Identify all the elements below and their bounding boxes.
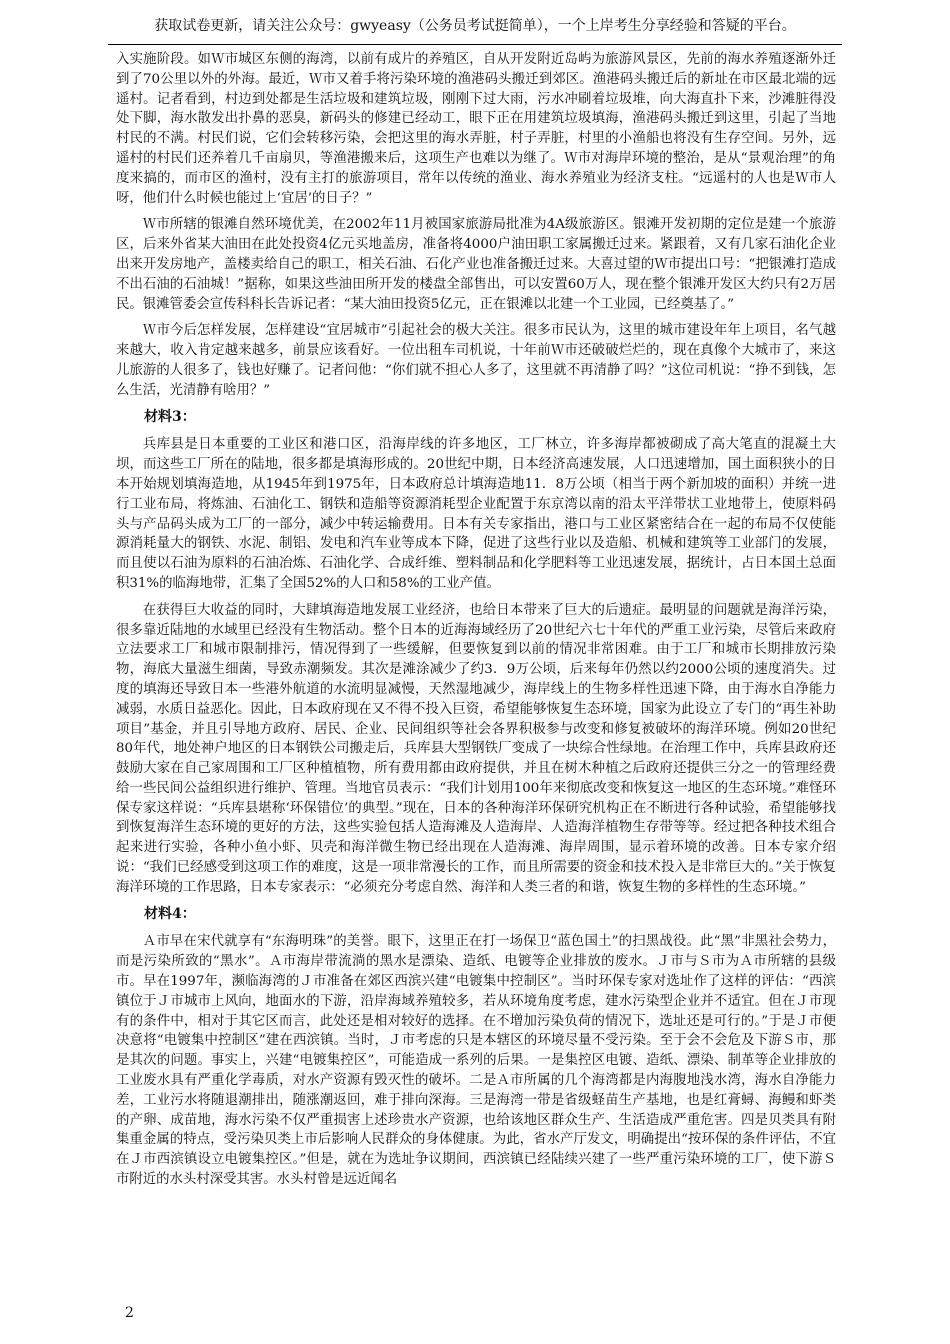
paragraph: Ｗ市所辖的银滩自然环境优美，在2002年11月被国家旅游局批准为4A级旅游区。银滩开发初期的定位是建一个旅游区，后来外省某大油田在此处投资4亿元买地盖房，准备将4000户油田职工家属搬迁过来。紧跟着，又有几家石油化企业出来开发房地产，盖楼卖给自己的职工，相关石油、石化产业也准备搬迁过来。大喜过望的Ｗ市提出口号：“把银滩打造成不出石油的石油城！”据称，如果这些油田所开发的楼盘全部售出，可以安置60万人，现在整个银滩开发区大约只有2万居民。银滩管委会宣传科科长告诉记者：“某大油田投资5亿元，正在银滩以北建一个工业园，已经奠基了。” [116, 217, 836, 312]
document-body [116, 50, 836, 1197]
page-number: 2 [125, 1305, 134, 1321]
section-heading-material-4: 材料4： [144, 905, 196, 922]
paragraph: 入实施阶段。如Ｗ市城区东侧的海湾，以前有成片的养殖区，自从开发附近岛屿为旅游风景区，先前的海水养殖逐渐外迁到了70公里以外的外海。最近，Ｗ市又着手将污染环境的渔港码头搬迁到郊区。渔港码头搬迁后的新址在市区最北端的远遥村。记者看到，村边到处都是生活垃圾和建筑垃圾，刚刚下过大雨，污水冲刷着垃圾堆，向大海直扑下来，沙滩脏得没处下脚，海水散发出扑鼻的恶臭，新码头的修建已经动工，眼下正在用建筑垃圾填海，渔港码头搬迁到这里，引起了当地村民的不满。村民们说，它们会转移污染，会把这里的海水弄脏，村子弄脏，村里的小渔船也将没有生存空间。另外，远遥村的村民们还养着几千亩扇贝，等渔港搬来后，这项生产也难以为继了。Ｗ市对海岸环境的整治，是从“景观治理”的角度来搞的，而市区的渔村，没有主打的旅游项目，常年以传统的渔业、海水养殖业为经济支柱。“远遥村的人也是Ｗ市人呀，他们什么时候也能过上‘宜居’的日子？” [116, 52, 836, 206]
section-heading-material-3: 材料3： [144, 408, 196, 425]
paragraph: Ａ市早在宋代就享有“东海明珠”的美誉。眼下，这里正在打一场保卫“蓝色国土”的扫黑战役。此“黑”非黑社会势力，而是污染所致的“黑水”。Ａ市海岸带流淌的黑水是漂染、造纸、电镀等企业排放的废水。Ｊ市与Ｓ市为Ａ市所辖的县级市。早在1997年，濒临海湾的Ｊ市准备在郊区西滨兴建“电镀集中控制区”。当时环保专家对选址作了这样的评估：“西滨镇位于Ｊ市城市上风向，地面水的下游，沿岸海域养殖较多，若从环境角度考虑，建水污染型企业并不适宜。但在Ｊ市现有的条件中，相对于其它区而言，此处还是相对较好的选择。在不增加污染负荷的情况下，选址还是可行的。”于是Ｊ市便决意将“电镀集中控制区”建在西滨镇。当时，Ｊ市考虑的只是本辖区的环境尽量不受污染。至于会不会危及下游Ｓ市，那是其次的问题。事实上，兴建“电镀集控区”，可能造成一系列的后果。一是集控区电镀、造纸、漂染、制革等企业排放的工业废水具有严重化学毒质，对水产资源有毁灭性的破坏。二是Ａ市所属的几个海湾都是内海腹地浅水湾，海水自净能力差，工业污水将随退潮排出，随涨潮返回，难于排向深海。三是海湾一带是省级蛏苗生产基地，也是红膏蟳、海鳗和虾类的产卵、成苗地，海水污染不仅严重损害上述珍贵水产资源，也给该地区群众生产、生活造成严重危害。四是贝类具有附集重金属的特点，受污染贝类上市后影响人民群众的身体健康。为此，省水产厅发文，明确提出“按环保的条件评估，不宜在Ｊ市西滨镇设立电镀集控区。”但是，就在为选址争议期间，西滨镇已经陆续兴建了一些严重污染环境的工厂，使下游Ｓ市附近的水头村深受其害。水头村曾是远近闻名 [116, 934, 836, 1188]
paragraph: 在获得巨大收益的同时，大肆填海造地发展工业经济，也给日本带来了巨大的后遗症。最明显的问题就是海洋污染，很多靠近陆地的水域里已经没有生物活动。整个日本的近海海域经历了20世纪六七十年代的严重工业污染，尽管后来政府立法要求工厂和城市限制排污，情况得到了一些缓解，但要恢复到以前的情况非常困难。由于工厂和城市长期排放污染物，海底大量滋生细菌，导致赤潮频发。其次是滩涂减少了约3．9万公顷，后来每年仍然以约2000公顷的速度消失。过度的填海还导致日本一些港外航道的水流明显减慢，天然湿地减少，海岸线上的生物多样性迅速下降，由于海水自净能力减弱，水质日益恶化。因此，日本政府现在又不得不投入巨资，希望能够恢复生态环境，国家为此设立了专门的“再生补助项目”基金，并且引导地方政府、居民、企业、民间组织等社会各界积极参与改变和修复被破坏的海洋环境。例如20世纪80年代，地处神户地区的日本钢铁公司搬走后，兵库县大型钢铁厂变成了一块综合性绿地。在治理工作中，兵库县政府还鼓励大家在自己家周围和工厂区种植植物，所有费用都由政府提供，并且在树木种植之后政府还提供三分之一的管理经费给一些民间公益组织进行维护、管理。当地官员表示：“我们计划用100年来彻底改变和恢复这一地区的生态环境。”难怪环保专家这样说：“兵库县堪称‘环保错位’的典型。”现在，日本的各种海洋环保研究机构正在不断进行各种试验，希望能够找到恢复海洋生态环境的更好的方法，这些实验包括人造海滩及人造海岸、人造海洋植物生存带等等。经过把各种技术组合起来进行实验，各种小鱼小虾、贝壳和海洋微生物已经出现在人造海滩、海岸周围，显示着环境的改善。日本专家介绍说：“我们已经感受到这项工作的难度，这是一项非常漫长的工作，而且所需要的资金和技术投入是非常巨大的。”关于恢复海洋环境的工作思路，日本专家表示：“必须充分考虑自然、海洋和人类三者的和谐，恢复生物的多样性的生态环境。” [116, 602, 836, 895]
paragraph: 兵库县是日本重要的工业区和港口区，沿海岸线的许多地区，工厂林立，许多海岸都被砌成了高大笔直的混凝土大坝，而这些工厂所在的陆地，很多都是填海形成的。20世纪中期，日本经济高速发展，人口迅速增加，国土面积狭小的日本开始规划填海造地，从1945年到1975年，日本政府总计填海造地11．8万公顷（相当于两个新加坡的面积）并统一进行工业布局，将炼油、石油化工、钢铁和造船等资源消耗型企业配置于东京湾以南的沿太平洋带状工业地带上，使原料码头与产品码头成为工厂的一部分，减少中转运输费用。日本有关专家指出，港口与工业区紧密结合在一起的布局不仅使能源消耗量大的钢铁、水泥、制铝、发电和汽车业等成本下降，促进了这些行业以及造船、机械和建筑等工业部门的发展，而且使以石油为原料的石油冶炼、石油化学、合成纤维、塑料制品和化学肥料等工业迅速发展，据统计，占日本国土总面积31%的临海地带，汇集了全国52%的人口和58%的工业产值。 [116, 437, 836, 591]
paragraph: Ｗ市今后怎样发展，怎样建设“宜居城市”引起社会的极大关注。很多市民认为，这里的城市建设年年上项目，名气越来越大，收入肯定越来越多，前景应该看好。一位出租车司机说，十年前Ｗ市还破破烂烂的，现在真像个大城市了，来这儿旅游的人很多了，钱也好赚了。记者问他：“你们就不担心人多了，这里就不再清静了吗？”这位司机说：“挣不到钱，怎么生活，光清静有啥用？” [116, 323, 836, 398]
page-header: 获取试卷更新，请关注公众号：gwyeasy（公务员考试挺简单），一个上岸考生分享经验和答疑的平台。 [154, 18, 796, 34]
header-divider [108, 44, 842, 45]
